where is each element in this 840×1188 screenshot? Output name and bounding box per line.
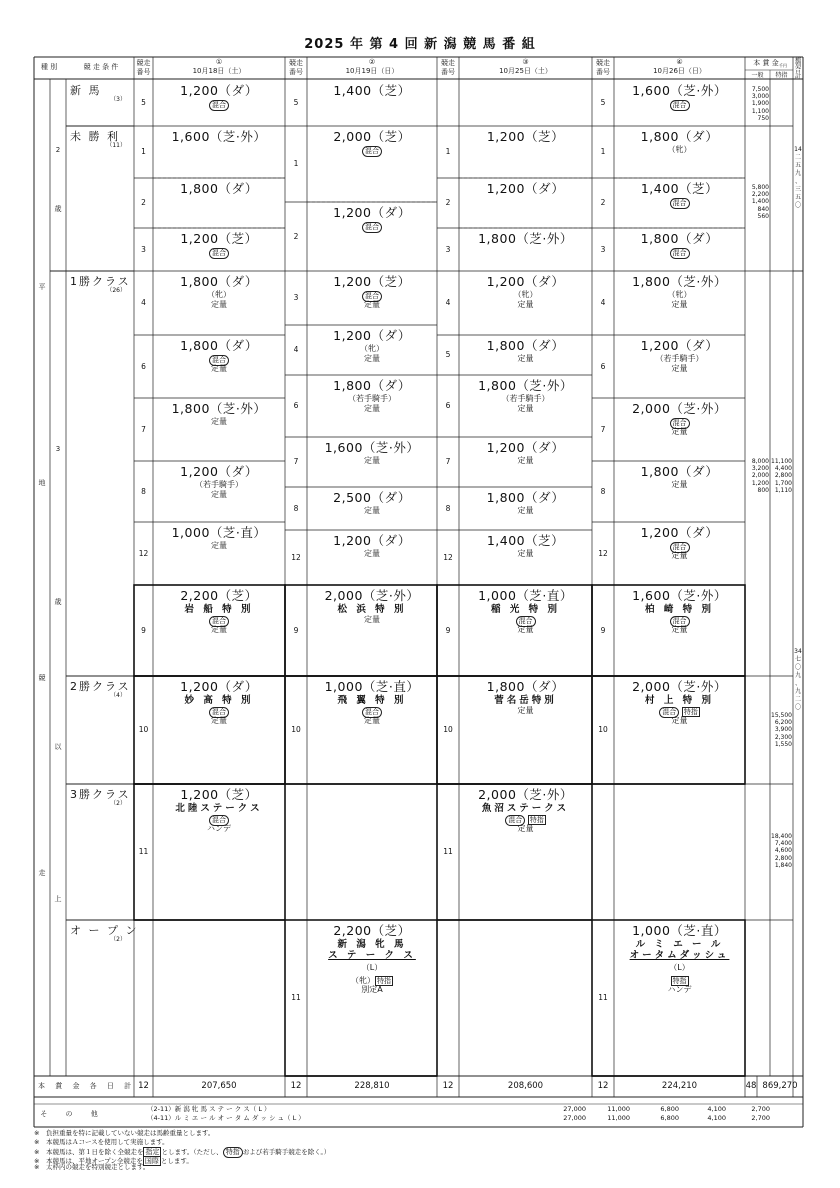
class-c2-name: 2勝クラス: [70, 680, 131, 693]
header-condition: 競 走 条 件: [83, 63, 119, 71]
day-prize-total: 224,210: [661, 1081, 698, 1091]
header-prize-unit: 千円: [779, 63, 787, 68]
type-age3: 以: [54, 743, 62, 751]
other-prize: 2,700: [751, 1105, 770, 1113]
race-distance: 1,800（芝·外）: [478, 231, 573, 246]
class-open-name: オ ー プ ン: [70, 924, 139, 937]
other-prize: 6,800: [660, 1105, 679, 1113]
race-distance: 1,600（芝·外）: [632, 588, 727, 603]
race-condition-2: 定量: [671, 551, 688, 560]
race-distance: 1,800（ダ）: [180, 181, 258, 196]
race-distance: 1,200（芝）: [333, 274, 411, 289]
race-condition-1: （若手騎手）: [655, 354, 704, 363]
race-number: 5: [600, 98, 606, 107]
race-condition-1: （若手騎手）: [501, 394, 550, 403]
class-shinba-count: （3）: [110, 96, 126, 103]
race-distance: 2,000（芝·外）: [632, 401, 727, 416]
race-condition-2: 定量: [671, 300, 688, 309]
class-shinba-name: 新 馬: [70, 84, 102, 97]
race-distance: 1,200（芝）: [180, 787, 258, 802]
race-condition-1: 混合: [307, 222, 437, 233]
footnote: ※ 本競馬は、第１日を除く全競走を 指定 とします。（ただし、 特指 および若手騎手競走を除く。）: [34, 1148, 331, 1156]
race-number: 7: [141, 424, 146, 434]
race-number: 12: [138, 548, 149, 558]
header-day-date: 10月25日（土）: [499, 67, 552, 75]
class-c3-count: （2）: [110, 800, 126, 807]
race-distance: 1,600（芝·外）: [632, 83, 727, 98]
race-condition-1: 定量: [364, 549, 380, 558]
race-distance: 1,200（ダ）: [333, 205, 411, 220]
race-number: 8: [600, 486, 606, 496]
type-flat-1: 平: [38, 283, 46, 291]
header-day-num: ④: [676, 58, 683, 66]
race-distance: 1,200（ダ）: [333, 533, 411, 548]
race-number: 10: [291, 725, 301, 734]
race-condition-1: 混合: [614, 418, 745, 429]
race-condition-2: ハンデ: [667, 985, 692, 994]
race-distance: 1,400（芝）: [486, 533, 565, 548]
race-distance: 1,200（ダ）: [486, 440, 565, 455]
race-distance: 1,600（芝·外）: [324, 440, 420, 455]
footnote: ※ 本競馬はＡコースを使用して実施します。: [34, 1137, 169, 1146]
race-condition-1: 定量: [364, 506, 380, 515]
header-day-date: 10月19日（日）: [345, 67, 399, 75]
type-flat-4: 走: [38, 869, 46, 877]
other-prize: 4,100: [707, 1105, 726, 1113]
race-distance: 1,800（芝·外）: [171, 401, 267, 416]
other-prize: 27,000: [563, 1105, 586, 1113]
prize-mishori: 5,800 2,200 1,400 840 560: [751, 184, 769, 220]
type-age2: 2: [55, 146, 61, 154]
race-name-2: オータムダッシュ: [629, 950, 730, 961]
header-type-total: 種 別 合 計: [794, 57, 801, 80]
race-number: 8: [293, 503, 299, 513]
race-number: 3: [141, 244, 146, 254]
race-number: 11: [138, 847, 149, 856]
race-number: 10: [598, 725, 608, 734]
day-prize-total: 208,600: [507, 1081, 544, 1091]
race-condition-1: 混合 特指: [614, 707, 745, 718]
header-day-num: ③: [522, 58, 529, 66]
race-number: 3: [445, 244, 451, 254]
type-age2: 歳: [54, 205, 62, 213]
day-prize-total: 207,650: [201, 1081, 237, 1091]
race-distance: 2,500（ダ）: [333, 490, 411, 505]
race-number: 2: [600, 198, 606, 207]
race-condition-1: 混合: [614, 100, 745, 111]
race-number: 11: [443, 847, 453, 856]
race-number: 1: [600, 147, 606, 156]
race-number: 12: [291, 552, 301, 562]
race-condition-2: 定量: [364, 300, 380, 309]
race-condition-1: 混合: [153, 616, 285, 627]
header-race-no: 番号: [441, 68, 455, 76]
race-distance: 1,200（ダ）: [180, 464, 258, 479]
header-day-date: 10月18日（土）: [192, 67, 246, 75]
race-number: 8: [141, 486, 146, 496]
race-condition-2: 定量: [671, 364, 688, 373]
race-number: 5: [141, 98, 146, 107]
race-number: 3: [293, 293, 299, 302]
race-number: 11: [291, 993, 301, 1002]
other-prize: 6,800: [660, 1114, 679, 1122]
race-distance: 1,200（芝）: [180, 231, 258, 246]
other-prize: 27,000: [563, 1114, 586, 1122]
race-name: ル ミ エ ー ル: [635, 939, 724, 950]
race-number: 4: [293, 345, 299, 354]
race-condition-1: 混合: [614, 248, 745, 259]
race-condition-1: （若手騎手）: [195, 480, 243, 489]
race-number: 9: [445, 625, 451, 635]
race-distance: 1,800（芝·外）: [632, 274, 727, 289]
race-number: 1: [445, 147, 451, 156]
race-condition-1: （若手騎手）: [348, 394, 396, 403]
race-condition-1: （牝）: [207, 290, 231, 299]
race-condition-2: 定量: [671, 625, 688, 634]
race-name: 新 潟 牝 馬: [337, 939, 407, 950]
race-distance: 1,800（ダ）: [180, 338, 258, 353]
race-condition-1: 混合: [307, 291, 437, 302]
class-c1-count: （26）: [106, 287, 126, 294]
race-distance: 1,600（芝·外）: [171, 129, 267, 144]
class-c1-name: 1勝クラス: [70, 275, 131, 288]
race-number: 8: [445, 503, 451, 513]
prize-c3: 18,400 7,400 4,600 2,800 1,840: [771, 833, 792, 869]
race-distance: 1,000（芝·直）: [324, 679, 420, 694]
page-title: 2025 年 第 4 回 新 潟 競 馬 番 組: [304, 37, 536, 52]
race-number: 4: [600, 298, 606, 307]
day-prize-total: 228,810: [354, 1081, 390, 1091]
race-distance: 1,800（ダ）: [180, 274, 258, 289]
race-number: 10: [138, 725, 149, 734]
race-number: 3: [600, 244, 606, 254]
race-condition-1: 定量: [364, 615, 380, 624]
race-name: 松 浜 特 別: [337, 604, 407, 615]
race-number: 2: [141, 198, 146, 207]
race-name: 魚沼ステークス: [481, 803, 570, 814]
race-number: 9: [141, 625, 146, 635]
header-race-no: 競走: [441, 59, 455, 67]
race-distance: 1,800（ダ）: [486, 338, 565, 353]
race-number: 9: [293, 625, 299, 635]
race-condition-1: 混合: [153, 355, 285, 366]
race-name: 稲 光 特 別: [491, 604, 560, 615]
header-race-no: 競走: [596, 59, 610, 67]
race-condition-1: 混合: [307, 707, 437, 718]
race-listed: （L）: [669, 963, 690, 972]
footnote: ※ 本競馬は、平地オープン全競走を 国際 とします。: [34, 1156, 193, 1165]
footnote: ※ 負担重量を特に記載していない競走は馬齢重量とします。: [34, 1129, 215, 1137]
race-condition-1: 混合: [153, 815, 285, 826]
header-race-no: 番号: [289, 68, 303, 76]
race-distance: 1,800（ダ）: [640, 464, 719, 479]
race-condition-2: 定量: [517, 824, 534, 833]
race-condition-2: 定量: [517, 625, 534, 634]
race-distance: 1,800（ダ）: [640, 231, 719, 246]
prize-shinba: 7,500 3,000 1,900 1,100 750: [751, 86, 769, 122]
race-number: 7: [445, 457, 451, 466]
race-number: 7: [293, 457, 299, 466]
race-distance: 1,200（ダ）: [180, 679, 258, 694]
race-condition-1: 定量: [517, 456, 534, 465]
class-open-count: （2）: [110, 936, 126, 943]
race-condition-1: 特指: [672, 977, 687, 985]
race-condition-2: ハンデ: [207, 824, 231, 833]
race-distance: 2,200（芝）: [180, 588, 258, 603]
race-condition-2: 定量: [671, 716, 688, 725]
class-c3-name: 3勝クラス: [70, 788, 131, 801]
race-condition-1: 混合: [614, 616, 745, 627]
race-name: 村 上 特 別: [645, 695, 714, 706]
total-label: 本 賞 金 各 日 計: [38, 1082, 136, 1090]
race-number: 1: [141, 147, 146, 156]
race-distance: 1,200（ダ）: [180, 83, 258, 98]
race-condition-2: 定量: [211, 300, 227, 309]
race-distance: 1,000（芝·直）: [632, 923, 727, 938]
type-total-age3: 34 七 〇 九 、 九 二 〇: [794, 648, 802, 711]
other-label: そ の 他: [40, 1110, 106, 1118]
grand-prize-total: 869,270: [762, 1081, 798, 1091]
race-condition-1: 定量: [517, 354, 534, 363]
race-number: 4: [141, 298, 146, 307]
race-distance: 1,200（ダ）: [640, 525, 719, 540]
race-distance: 1,200（芝）: [486, 129, 565, 144]
race-condition-2: 定量: [211, 625, 227, 634]
race-distance: 2,200（芝）: [333, 923, 411, 938]
race-condition-1: 混合: [153, 100, 285, 111]
race-condition-1: （牝） 特指: [351, 976, 391, 985]
day-race-count: 12: [290, 1081, 302, 1091]
class-mishori-count: （11）: [106, 142, 126, 149]
race-number: 7: [600, 424, 606, 434]
type-age3: 歳: [54, 598, 62, 606]
race-name: 飛 翼 特 別: [337, 695, 407, 706]
race-condition-1: 混合: [153, 707, 285, 718]
race-condition-2: 定量: [211, 716, 227, 725]
race-number: 6: [600, 361, 606, 371]
race-distance: 1,800（ダ）: [333, 378, 411, 393]
header-day-num: ①: [215, 58, 223, 66]
race-condition-2: 定量: [517, 300, 534, 309]
race-number: 6: [445, 401, 451, 410]
race-condition-2: 定量: [211, 364, 227, 373]
race-name: 北陸ステークス: [175, 803, 263, 814]
race-condition-2: 定量: [211, 490, 227, 499]
other-race: （2-11）新 潟 牝 馬 ス テ ー ク ス（ L ）: [147, 1105, 271, 1113]
race-listed: （L）: [361, 963, 383, 972]
header-prize-special: 特指: [775, 72, 788, 79]
type-age3: 3: [55, 445, 61, 453]
race-name: 柏 崎 特 別: [645, 604, 714, 615]
race-distance: 2,000（芝·外）: [324, 588, 420, 603]
race-number: 10: [443, 725, 453, 734]
race-distance: 1,800（芝·外）: [478, 378, 573, 393]
race-distance: 1,800（ダ）: [486, 679, 565, 694]
race-condition-1: 定量: [517, 706, 534, 715]
class-c2-count: （4）: [110, 692, 126, 699]
header-type: 種 別: [40, 63, 58, 71]
race-number: 9: [600, 625, 606, 635]
race-distance: 1,000（芝·直）: [171, 525, 267, 540]
race-condition-2: 定量: [517, 404, 534, 413]
other-prize: 4,100: [707, 1114, 726, 1122]
race-number: 12: [598, 548, 608, 558]
race-name: 妙 高 特 別: [184, 695, 254, 706]
grand-race-count: 48: [745, 1081, 757, 1091]
race-distance: 1,800（ダ）: [486, 490, 565, 505]
race-name: 岩 船 特 別: [184, 604, 254, 615]
race-distance: 2,000（芝·外）: [632, 679, 727, 694]
race-condition-2: 定量: [364, 404, 380, 413]
race-condition-2: 定量: [671, 427, 688, 436]
race-distance: 2,000（芝）: [333, 129, 411, 144]
other-prize: 11,000: [607, 1105, 630, 1113]
type-flat-2: 地: [38, 479, 46, 487]
race-condition-1: 定量: [211, 417, 227, 426]
race-condition-1: 定量: [671, 480, 688, 489]
race-distance: 1,200（ダ）: [640, 338, 719, 353]
race-distance: 1,200（ダ）: [333, 328, 411, 343]
race-condition-1: 混合 特指: [459, 815, 592, 826]
type-flat-3: 競: [38, 674, 46, 682]
race-condition-1: 混合: [307, 146, 437, 157]
race-condition-2: 定量: [364, 716, 380, 725]
day-race-count: 12: [138, 1081, 149, 1091]
race-number: 2: [293, 231, 299, 241]
type-age3: 上: [54, 895, 62, 903]
race-number: 6: [141, 361, 146, 371]
race-distance: 1,400（芝）: [640, 181, 719, 196]
race-condition-1: 混合: [153, 248, 285, 259]
header-prize-general: 一般: [751, 72, 764, 79]
race-number: 5: [293, 98, 299, 107]
other-race: （4-11）ル ミ エ ー ル オ ー タ ム ダ ッ シ ュ（ L ）: [147, 1114, 305, 1122]
prize-c1-general: 8,000 3,200 2,000 1,200 800: [751, 458, 769, 494]
race-number: 11: [598, 993, 608, 1002]
header-race-no: 番号: [596, 68, 610, 76]
race-distance: 1,200（ダ）: [486, 274, 565, 289]
header-race-no: 競走: [289, 59, 303, 67]
class-mishori-name: 未 勝 利: [70, 130, 120, 143]
race-number: 4: [445, 298, 451, 307]
other-prize: 2,700: [751, 1114, 770, 1122]
header-day-date: 10月26日（日）: [653, 67, 706, 75]
prize-c2: 15,500 6,200 3,900 2,300 1,550: [771, 712, 792, 748]
race-condition-1: （牝）: [360, 344, 384, 353]
race-condition-1: 定量: [517, 549, 534, 558]
race-distance: 1,400（芝）: [333, 83, 411, 98]
race-condition-1: 混合: [614, 542, 745, 553]
race-condition-2: 別定A: [361, 985, 383, 994]
race-distance: 1,800（ダ）: [640, 129, 719, 144]
race-condition-1: （牝）: [667, 290, 692, 299]
race-condition-1: （牝）: [667, 145, 692, 154]
race-condition-1: 混合: [614, 198, 745, 209]
day-race-count: 12: [442, 1081, 454, 1091]
type-total-age2: 14 二 五 九 、 三 五 〇: [794, 146, 802, 209]
race-condition-2: 定量: [364, 354, 380, 363]
header-day-num: ②: [368, 58, 376, 66]
header-race-no: 番号: [136, 68, 151, 76]
day-race-count: 12: [597, 1081, 609, 1091]
prize-c1-special: 11,100 4,400 2,800 1,700 1,110: [771, 458, 792, 494]
header-prize: 本 賞 金: [753, 59, 779, 67]
race-condition-1: 定量: [517, 506, 534, 515]
race-condition-1: 定量: [364, 456, 380, 465]
race-distance: 1,200（ダ）: [486, 181, 565, 196]
race-number: 12: [443, 552, 453, 562]
footnote: ※ 太枠内の競走を特別競走とします。: [34, 1163, 150, 1171]
race-distance: 2,000（芝·外）: [478, 787, 573, 802]
race-number: 5: [445, 350, 451, 359]
race-name: 菅名岳特別: [494, 695, 557, 706]
race-number: 2: [445, 198, 451, 207]
race-number: 1: [293, 159, 299, 168]
race-number: 6: [293, 401, 299, 410]
race-condition-1: （牝）: [513, 290, 538, 299]
race-condition-1: 混合: [459, 616, 592, 627]
header-race-no: 競走: [136, 59, 151, 67]
race-condition-1: 定量: [211, 541, 227, 550]
race-name-2: ス テ ー ク ス: [328, 950, 416, 961]
other-prize: 11,000: [607, 1114, 630, 1122]
race-distance: 1,000（芝·直）: [478, 588, 573, 603]
